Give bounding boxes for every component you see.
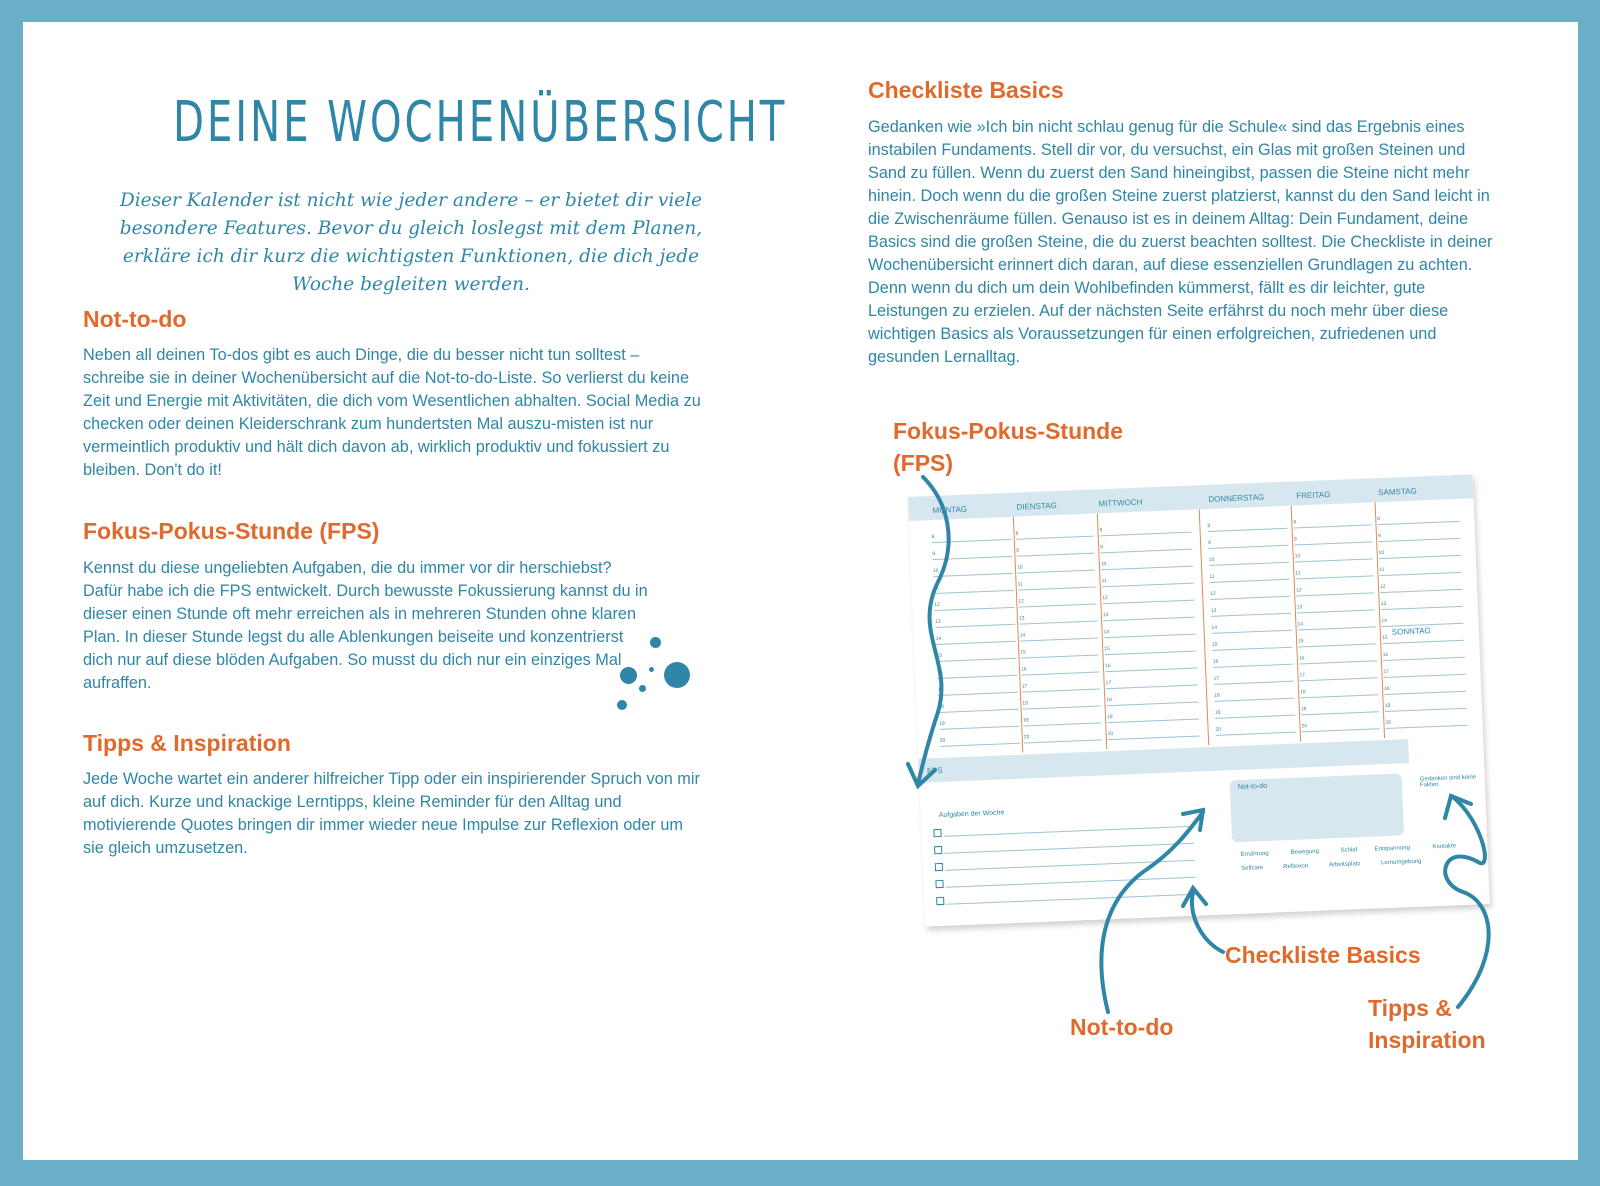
planner-hour-line — [1301, 711, 1379, 715]
basic-item: Schlaf — [1340, 847, 1358, 854]
planner-hour-line — [935, 607, 1015, 611]
planner-hour-line — [1016, 536, 1094, 540]
planner-not-to-do-label: Not-to-do — [1237, 782, 1268, 791]
planner-hour-number: 20 — [1107, 730, 1114, 738]
planner-hour-line — [1384, 691, 1466, 695]
planner-hour-line — [1107, 718, 1199, 723]
basic-item: Lernumgebung — [1380, 858, 1422, 867]
planner-day-column — [1291, 512, 1384, 735]
callout-fps-line1: Fokus-Pokus-Stunde — [893, 418, 1124, 444]
planner-hour-line — [1104, 651, 1196, 656]
planner-hour-line — [1208, 528, 1288, 532]
planner-hour-line — [1382, 623, 1464, 627]
planner-hour-number: 8 — [1207, 522, 1211, 530]
planner-hour-line — [1018, 587, 1096, 591]
callout-checkliste: Checkliste Basics — [1225, 942, 1421, 968]
day-label: SAMSTAG — [1378, 486, 1417, 498]
planner-hour-line — [1215, 715, 1295, 719]
planner-hour-line — [933, 556, 1013, 560]
planner-hour-number: 17 — [1021, 683, 1028, 690]
planner-day-column — [1205, 516, 1300, 739]
planner-hour-line — [1302, 728, 1380, 732]
planner-day-column — [929, 527, 1027, 750]
planner-hour-number: 13 — [1210, 607, 1217, 614]
planner-hour-number: 8 — [931, 533, 935, 541]
planner-hour-line — [1386, 725, 1468, 729]
planner-hour-number: 20 — [1215, 726, 1222, 733]
planner-hour-number: 18 — [1106, 696, 1112, 704]
planner-hour-number: 12 — [1295, 587, 1302, 594]
planner-hour-number: 18 — [938, 703, 945, 710]
page-title: DEINE WOCHENÜBERSICHT — [173, 90, 788, 155]
planner-hour-line — [1103, 617, 1195, 622]
planner-hour-number: 17 — [937, 686, 944, 693]
callout-tipps-line2: Inspiration — [1368, 1027, 1486, 1053]
basic-item: Reflexion — [1283, 863, 1309, 871]
heading-fps: Fokus-Pokus-Stunde (FPS) — [83, 518, 380, 544]
planner-hour-line — [1101, 566, 1193, 571]
planner-hour-number: 13 — [1296, 604, 1303, 611]
callout-tipps-line1: Tipps & — [1368, 995, 1452, 1021]
planner-hour-line — [932, 539, 1012, 543]
planner-hour-line — [1385, 708, 1467, 712]
planner-hour-line — [1105, 668, 1197, 673]
planner-hour-line — [1297, 609, 1375, 613]
planner-day-column — [1013, 523, 1106, 746]
planner-hour-line — [1100, 549, 1192, 554]
planner-hour-line — [1018, 604, 1096, 608]
planner-hour-line — [1017, 570, 1095, 574]
planner-hour-number: 14 — [1019, 632, 1026, 639]
planner-hour-number: 10 — [1100, 561, 1107, 568]
planner-hour-line — [1377, 521, 1459, 525]
callout-fps-line2: (FPS) — [893, 450, 954, 476]
planner-hour-number: 16 — [1020, 666, 1027, 673]
planner-hour-line — [1214, 698, 1294, 702]
planner-day-column — [1097, 519, 1204, 743]
planner-hour-number: 12 — [934, 601, 941, 609]
planner-hour-number: 16 — [936, 669, 943, 676]
planner-hour-number: 20 — [1023, 734, 1030, 741]
basic-item: Bewegung — [1290, 848, 1320, 856]
planner-hour-line — [1024, 739, 1102, 743]
callout-tipps — [1368, 992, 1486, 1056]
basic-item: Entspannung — [1374, 845, 1410, 853]
planner-hour-line — [1212, 630, 1292, 634]
planner-hour-number: 15 — [1381, 634, 1388, 642]
planner-hour-number: 19 — [1214, 709, 1221, 716]
planner-hour-number: 10 — [1294, 553, 1301, 560]
heading-checkliste: Checkliste Basics — [868, 77, 1064, 103]
basic-item: Arbeitsplatz — [1329, 861, 1361, 869]
planner-hour-number: 9 — [1100, 544, 1104, 551]
planner-hour-line — [1294, 524, 1372, 528]
planner-hour-line — [1021, 654, 1099, 658]
planner-hour-line — [933, 573, 1013, 577]
planner-hour-line — [1378, 538, 1460, 542]
planner-hour-line — [1211, 613, 1291, 617]
planner-hour-line — [1380, 589, 1462, 593]
planner-hour-line — [1107, 702, 1199, 707]
planner-hour-line — [936, 641, 1016, 645]
planner-tip-text: Gedanken sind keine Fakten. — [1419, 774, 1477, 789]
planner-hour-number: 18 — [1214, 692, 1220, 699]
planner-hour-line — [1209, 562, 1289, 566]
planner-hour-line — [1298, 626, 1376, 630]
planner-hour-number: 20 — [1301, 723, 1308, 730]
planner-hour-line — [1210, 596, 1290, 600]
planner-hour-number: 20 — [939, 737, 946, 744]
day-label: DIENSTAG — [1016, 501, 1057, 512]
planner-hour-number: 20 — [1385, 719, 1392, 727]
planner-hour-number: 11 — [1101, 578, 1107, 585]
planner-hour-number: 8 — [1015, 530, 1019, 537]
planner-hour-line — [940, 743, 1020, 747]
planner-tasks-label: Aufgaben der Woche — [938, 809, 1005, 820]
planner-hour-number: 12 — [1102, 595, 1108, 602]
planner-hour-number: 16 — [1298, 655, 1305, 662]
planner-hour-line — [1212, 647, 1292, 651]
planner-hour-line — [1100, 532, 1192, 537]
basic-item: Selfcare — [1241, 865, 1264, 872]
planner-hour-number: 14 — [935, 635, 942, 642]
planner-hour-line — [1210, 579, 1290, 583]
planner-hour-number: 8 — [1377, 516, 1381, 523]
planner-hour-number: 15 — [936, 652, 943, 659]
planner-hour-line — [1296, 575, 1374, 579]
planner-hour-number: 10 — [1016, 564, 1023, 571]
text-fps: Kennst du diese ungeliebten Aufgaben, die du immer vor dir herschiebst? Dafür habe ich die FPS entwickelt. Durch bewusste Fokussierung kannst du in dieser einen Stunde oft mehr erreichen als in mehreren Stunden ohne klaren Plan. In dieser Stunde legst du alle Ablenkungen beiseite und konzentrierst dich nur auf diese blöden Aufgaben. So musst du dich nur ein einziges Mal aufraffen. — [83, 559, 648, 692]
planner-hour-number: 19 — [1106, 713, 1113, 721]
planner-hour-number: 13 — [1380, 600, 1387, 608]
planner-hour-line — [1382, 640, 1464, 644]
planner-hour-number: 15 — [1297, 638, 1304, 645]
planner-hour-line — [1299, 660, 1377, 664]
planner-hour-line — [1214, 681, 1294, 685]
planner-hour-number: 12 — [1379, 583, 1386, 591]
planner-hour-line — [1216, 732, 1296, 736]
basic-item: Kontakte — [1432, 843, 1457, 851]
planner-hour-number: 14 — [1381, 617, 1388, 625]
planner-hour-line — [937, 658, 1017, 662]
planner-hour-line — [935, 624, 1015, 628]
planner-hour-line — [1021, 671, 1099, 675]
planner-hour-line — [1383, 657, 1465, 661]
planner-hour-line — [1294, 541, 1372, 545]
planner-hour-number: 14 — [1297, 621, 1304, 628]
planner-hour-line — [937, 675, 1017, 679]
planner-hour-number: 9 — [1016, 547, 1020, 554]
planner-hour-number: 9 — [1293, 536, 1297, 543]
text-checkliste: Gedanken wie »Ich bin nicht schlau genug für die Schule« sind das Ergebnis eines instabilen Fundaments. Stell dir vor, du versuchst, ein Glas mit großen Steinen und Sand zu füllen. Wenn du zuerst den Sand hineingibst, passen die Steine nicht mehr hinein. Doch wenn du die großen Steine zuerst platzierst, kannst du den Sand leicht in die Zwischenräume füllen. Genauso ist es in deinem Alltag: Dein Fundament, deine Basics sind die großen Steine, die du zuerst beachten solltest. Die Checkliste in deiner Wochenübersicht erinnert dich daran, auf diese essenziellen Grundlagen zu achten. Denn wenn du dich um dein Wohlbefinden kümmerst, fällt es dir leichter, gute Leistungen zu erzielen. Auf der nächsten Seite erfährst du noch mehr über diese wichtigen Basics als Voraussetzungen für einen erfolgreichen, zufriedenen und gesunden Lernalltag. — [868, 118, 1493, 366]
text-tipps: Jede Woche wartet ein anderer hilfreicher Tipp oder ein inspirierender Spruch von mir auf dich. Kurze und knackige Lerntipps, kleine Reminder für den Alltag und motivierende Quotes bringen dir immer wieder neue Impulse zur Reflexion oder um sie gleich umzusetzen. — [83, 770, 700, 857]
day-label: SONNTAG — [1391, 626, 1431, 637]
planner-hour-line — [939, 726, 1019, 730]
planner-hour-number: 15 — [1212, 641, 1218, 648]
planner-hour-number: 10 — [1208, 556, 1215, 563]
book-spread — [23, 22, 1578, 1160]
planner-hour-line — [1295, 558, 1373, 562]
planner-hour-number: 9 — [1377, 533, 1381, 540]
planner-hour-line — [1213, 664, 1293, 668]
planner-hour-line — [1381, 606, 1463, 610]
planner-hour-number: 11 — [1295, 570, 1301, 577]
day-label: FREITAG — [1296, 490, 1331, 501]
planner-hour-number: 19 — [939, 720, 945, 727]
planner-hour-number: 16 — [1382, 651, 1389, 659]
planner-hour-number: 11 — [1017, 581, 1023, 588]
planner-hour-number: 16 — [1104, 663, 1111, 670]
text-not-to-do: Neben all deinen To-dos gibt es auch Dinge, die du besser nicht tun solltest – schreibe sie in deiner Wochenübersicht auf die Not-to-do-Liste. So verlierst du keine Zeit und Energie mit Aktivitäten, die dich vom Wesentlichen abhalten. Social Media zu checken oder deinen Kleiderschrank zum hundertsten Mal auszu-misten ist nur vermeintlich produktiv und hält dich davon ab, wirklich produktiv und fokussiert zu bleiben. Don't do it! — [83, 346, 701, 479]
planner-hour-number: 17 — [1105, 679, 1112, 687]
planner-hour-number: 13 — [934, 618, 941, 626]
planner-hour-number: 11 — [933, 584, 939, 592]
planner-hour-line — [1108, 735, 1200, 740]
planner-hour-number: 10 — [1378, 549, 1385, 557]
planner-hour-number: 18 — [1383, 685, 1390, 693]
planner-fps-label: FPS — [926, 765, 943, 776]
planner-hour-number: 9 — [1207, 539, 1211, 546]
planner-hour-number: 17 — [1383, 668, 1390, 676]
planner-hour-number: 15 — [1020, 649, 1027, 656]
planner-hour-number: 19 — [1384, 702, 1391, 710]
planner-hour-line — [1022, 688, 1100, 692]
planner-hour-number: 8 — [1293, 519, 1297, 526]
planner-hour-number: 19 — [1300, 706, 1307, 713]
planner-hour-number: 8 — [1099, 527, 1103, 534]
planner-hour-line — [1300, 694, 1378, 698]
planner-hour-number: 18 — [1300, 689, 1306, 696]
planner-hour-number: 12 — [1210, 590, 1216, 597]
intro-text: Dieser Kalender ist nicht wie jeder andere – er bietet dir viele besondere Features. Bevor du gleich loslegst mit dem Planen, erkläre ich dir kurz die wichtigsten Funktionen, die dich jede Woche begleiten werden. — [119, 190, 703, 295]
planner-hour-line — [1102, 583, 1194, 588]
planner-hour-line — [1106, 685, 1198, 690]
planner-hour-line — [938, 692, 1018, 696]
planner-hour-number: 12 — [1018, 598, 1024, 605]
planner-hour-number: 10 — [932, 567, 939, 575]
planner-hour-line — [1300, 677, 1378, 681]
heading-not-to-do: Not-to-do — [83, 306, 187, 332]
planner-hour-number: 17 — [1213, 675, 1220, 682]
planner-hour-line — [1020, 637, 1098, 641]
callout-fps — [893, 415, 1123, 479]
day-label: MITTWOCH — [1098, 497, 1143, 509]
planner-hour-line — [934, 590, 1014, 594]
day-label: DONNERSTAG — [1208, 492, 1265, 504]
basic-item: Ernährung — [1240, 850, 1269, 858]
planner-hour-line — [1208, 545, 1288, 549]
heading-tipps: Tipps & Inspiration — [83, 730, 291, 756]
planner-hour-line — [1023, 705, 1101, 709]
day-label: MONTAG — [932, 504, 968, 516]
planner-hour-line — [1384, 674, 1466, 678]
planner-hour-line — [1380, 572, 1462, 576]
planner-hour-line — [939, 709, 1019, 713]
planner-hour-number: 16 — [1212, 658, 1219, 665]
planner-hour-line — [1023, 722, 1101, 726]
planner-hour-number: 19 — [1022, 717, 1029, 724]
planner-hour-number: 13 — [1102, 612, 1109, 619]
planner-hour-number: 14 — [1103, 629, 1110, 636]
planner-hour-number: 9 — [932, 550, 936, 558]
planner-hour-line — [1379, 555, 1461, 559]
planner-hour-line — [1016, 553, 1094, 557]
planner-hour-number: 13 — [1018, 615, 1025, 622]
planner-hour-number: 11 — [1379, 566, 1385, 574]
planner-hour-line — [1104, 634, 1196, 639]
planner-hour-line — [1019, 621, 1097, 625]
planner-hour-line — [1296, 592, 1374, 596]
planner-hour-number: 18 — [1022, 700, 1029, 707]
planner-hour-number: 11 — [1209, 573, 1215, 580]
planner-day-column — [1375, 509, 1472, 732]
planner-hour-line — [1298, 643, 1376, 647]
planner-hour-number: 15 — [1104, 646, 1110, 653]
planner-hour-number: 17 — [1299, 672, 1306, 679]
callout-not-to-do: Not-to-do — [1070, 1014, 1174, 1040]
weekly-planner-preview — [908, 474, 1490, 926]
planner-hour-number: 14 — [1211, 624, 1218, 631]
planner-hour-line — [1102, 600, 1194, 605]
